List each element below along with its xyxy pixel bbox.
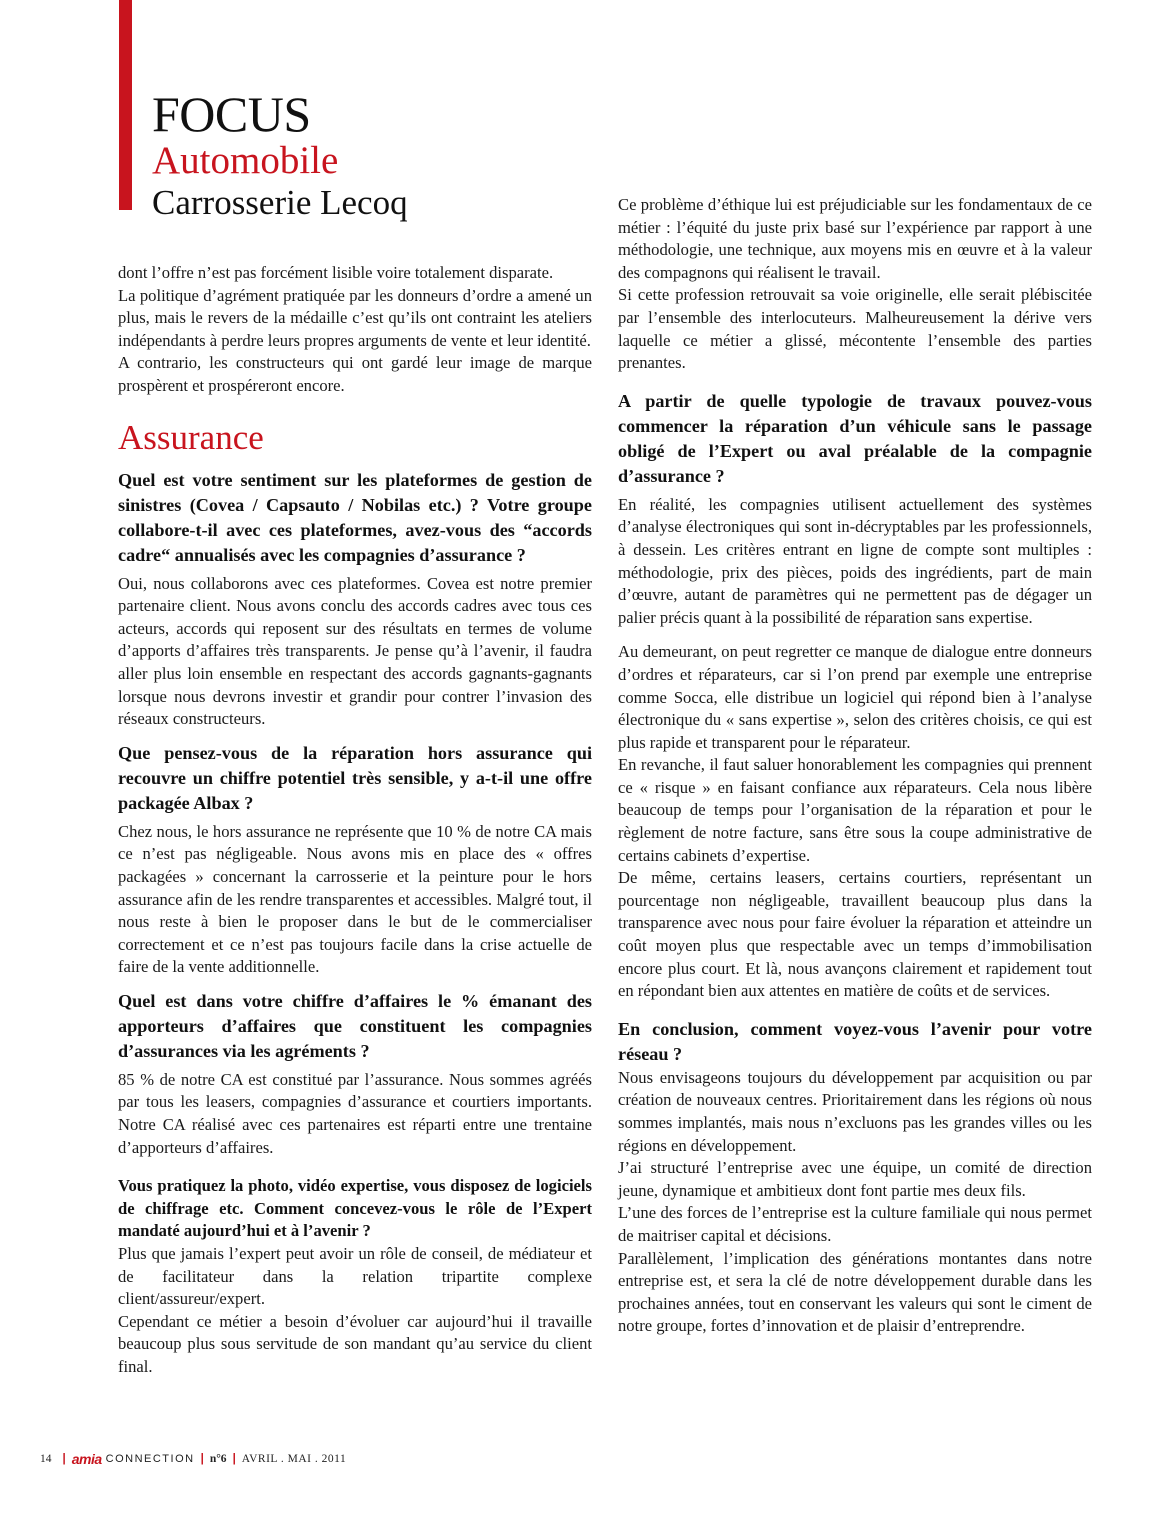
issue-date: AVRIL . MAI . 2011 bbox=[241, 1453, 347, 1465]
left-column bbox=[118, 262, 592, 1379]
answer-paragraph: Cependant ce métier a besoin d’évoluer car aujourd’hui il travaille beaucoup plus sous servitude de son mandant qu’au service du client final. bbox=[118, 1311, 592, 1376]
question-heading: A partir de quelle typologie de travaux pouvez-vous commencer la réparation d’un véhicule sans le passage obligé de l’Expert ou aval préalable de la compagnie d’assurance ? bbox=[618, 390, 1092, 486]
answer-paragraph: Nous envisageons toujours du développement par acquisition ou par création de nouveaux centres. Prioritairement dans les régions où nous sommes implantés, mais nous n’excluons pas les grandes villes ou les régions en développement. bbox=[618, 1067, 1092, 1155]
question-heading: Quel est dans votre chiffre d’affaires le % émanant des apporteurs d’affaires que constituent les compagnies d’assurances via les agréments ? bbox=[118, 990, 592, 1061]
answer-paragraph: En réalité, les compagnies utilisent actuellement des systèmes d’analyse électroniques qui sont in-décryptables par les professionnels, à dessein. Les critères entrant en ligne de compte sont multiples : méthodologie, prix des pièces, poids des ingrédients, part de main d’œuvre, autant de paramètres qui ne permettent pas de dégager un palier précis quant à la possibilité de réparation sans expertise. bbox=[618, 494, 1092, 627]
page-number: 14 bbox=[40, 1453, 52, 1465]
question-heading: Que pensez-vous de la réparation hors assurance qui recouvre un chiffre potentiel très sensible, y a-t-il une offre packagée Albax ? bbox=[118, 742, 592, 813]
answer-paragraph: 85 % de notre CA est constitué par l’assurance. Nous sommes agréés par tous les leasers, compagnies d’assurance et courtiers importants. Notre CA réalisé avec ces partenaires est réparti entre une trentaine d’apporteurs d’affaires. bbox=[118, 1069, 592, 1157]
accent-bar bbox=[119, 0, 132, 210]
intro-paragraph: La politique d’agrément pratiquée par les donneurs d’ordre a amené un plus, mais le revers de la médaille c’est qu’ils ont contraint les ateliers indépendants à perdre leurs propres arguments de vente et leur identité. bbox=[118, 285, 592, 350]
page-footer bbox=[40, 1451, 346, 1467]
answer-paragraph: L’une des forces de l’entreprise est la culture familiale qui nous permet de maitriser capital et décisions. bbox=[618, 1203, 1092, 1245]
answer-paragraph: Si cette profession retrouvait sa voie originelle, elle serait plébiscitée par l’ensemble des interlocuteurs. Malheureusement la dérive vers laquelle ce métier a glissé, mécontente l’ensemble des parties prenantes. bbox=[618, 285, 1092, 373]
question-heading: Vous pratiquez la photo, vidéo expertise, vous disposez de logiciels de chiffrage etc. Comment concevez-vous le rôle de l’Expert mandaté aujourd’hui et à l’avenir ? bbox=[118, 1176, 592, 1241]
intro-paragraph: dont l’offre n’est pas forcément lisible voire totalement disparate. bbox=[118, 263, 554, 282]
answer-paragraph: Plus que jamais l’expert peut avoir un rôle de conseil, de médiateur et de facilitateur dans la relation tripartite complexe client/assureur/expert. bbox=[118, 1244, 592, 1309]
header-company: Carrosserie Lecoq bbox=[152, 183, 408, 222]
issue-number: n°6 bbox=[209, 1453, 227, 1465]
answer-paragraph: Ce problème d’éthique lui est préjudiciable sur les fondamentaux de ce métier : l’équité du juste prix basé sur l’expérience par rapport à une méthodologie, une technique, aux moyens mis en œuvre et à la valeur des compagnons qui réalisent le travail. bbox=[618, 195, 1092, 282]
intro-paragraph: A contrario, les constructeurs qui ont gardé leur image de marque prospèrent et prospéreront encore. bbox=[118, 353, 592, 395]
answer-paragraph: Chez nous, le hors assurance ne représente que 10 % de notre CA mais ce n’est pas négligeable. Nous avons mis en place des « offres packagées » concernant la carrosserie et la peinture pour le hors assurance afin de les rendre transparentes et accessibles. Malgré tout, il nous reste à bien le proposer dans le but de le commercialiser correctement et ce n’est pas toujours facile dans la crise actuelle de faire de la vente additionnelle. bbox=[118, 821, 592, 977]
right-column bbox=[618, 194, 1092, 1338]
answer-paragraph: En revanche, il faut saluer honorablement les compagnies qui prennent ce « risque » en faisant confiance aux réparateurs. Cela nous libère beaucoup de temps pour l’organisation de la réparation et pour le règlement de notre facture, sans être sous la coupe administrative de certains cabinets d’expertise. bbox=[618, 755, 1092, 865]
header-category: Automobile bbox=[152, 139, 339, 182]
answer-paragraph: Au demeurant, on peut regretter ce manque de dialogue entre donneurs d’ordres et réparateurs, car si l’on prend par exemple une entreprise comme Socca, elle distribue un logiciel qui répond bien à l’analyse électronique du « sans expertise », selon des critères choisis, ce qui est plus rapide et transparent pour le réparateur. bbox=[618, 642, 1092, 752]
answer-paragraph: De même, certains leasers, certains courtiers, représentant un pourcentage non négligeable, travaillent beaucoup plus dans la transparence avec nous pour faire évoluer la réparation et atteindre un coût moyen plus que respectable avec un temps d’immobilisation encore plus court. Et là, nous avançons clairement et rapidement tout en répondant bien aux attentes en matière de coûts et de services. bbox=[618, 868, 1092, 1001]
question-heading: En conclusion, comment voyez-vous l’avenir pour votre réseau ? bbox=[618, 1018, 1092, 1064]
footer-separator: | bbox=[62, 1453, 66, 1465]
header-focus: FOCUS bbox=[152, 86, 311, 142]
answer-paragraph: Oui, nous collaborons avec ces plateformes. Covea est notre premier partenaire client. Nous avons conclu des accords cadres avec tous ces acteurs, accords qui reposent sur des résultats en termes de volume d’apports d’affaires très transparents. Je pense qu’à l’avenir, il faudra aller plus loin ensemble en respectant des accords gagnants-gagnants lorsque nous devrons investir et grandir pour contrer l’invasion des réseaux constructeurs. bbox=[118, 573, 592, 729]
section-title: Assurance bbox=[118, 417, 264, 457]
footer-separator: | bbox=[200, 1453, 204, 1465]
brand-logo: amia bbox=[71, 1451, 102, 1467]
question-heading: Quel est votre sentiment sur les plateformes de gestion de sinistres (Covea / Capsauto / Nobilas etc.) ? Votre groupe collabore-t-il avec ces plateformes, avez-vous des “accords cadre“ annualisés avec les compagnies d’assurance ? bbox=[118, 469, 592, 565]
footer-separator: | bbox=[232, 1453, 236, 1465]
answer-paragraph: Parallèlement, l’implication des générations montantes dans notre entreprise est, et sera la clé de notre développement durable dans les prochaines années, tout en conservant les valeurs qui sont le ciment de notre groupe, fortes d’innovation et de plaisir d’entreprendre. bbox=[618, 1248, 1092, 1336]
brand-connection: CONNECTION bbox=[105, 1453, 195, 1465]
answer-paragraph: J’ai structuré l’entreprise avec une équipe, un comité de direction jeune, dynamique et ambitieux dont font partie mes deux fils. bbox=[618, 1158, 1092, 1200]
header bbox=[152, 88, 408, 224]
